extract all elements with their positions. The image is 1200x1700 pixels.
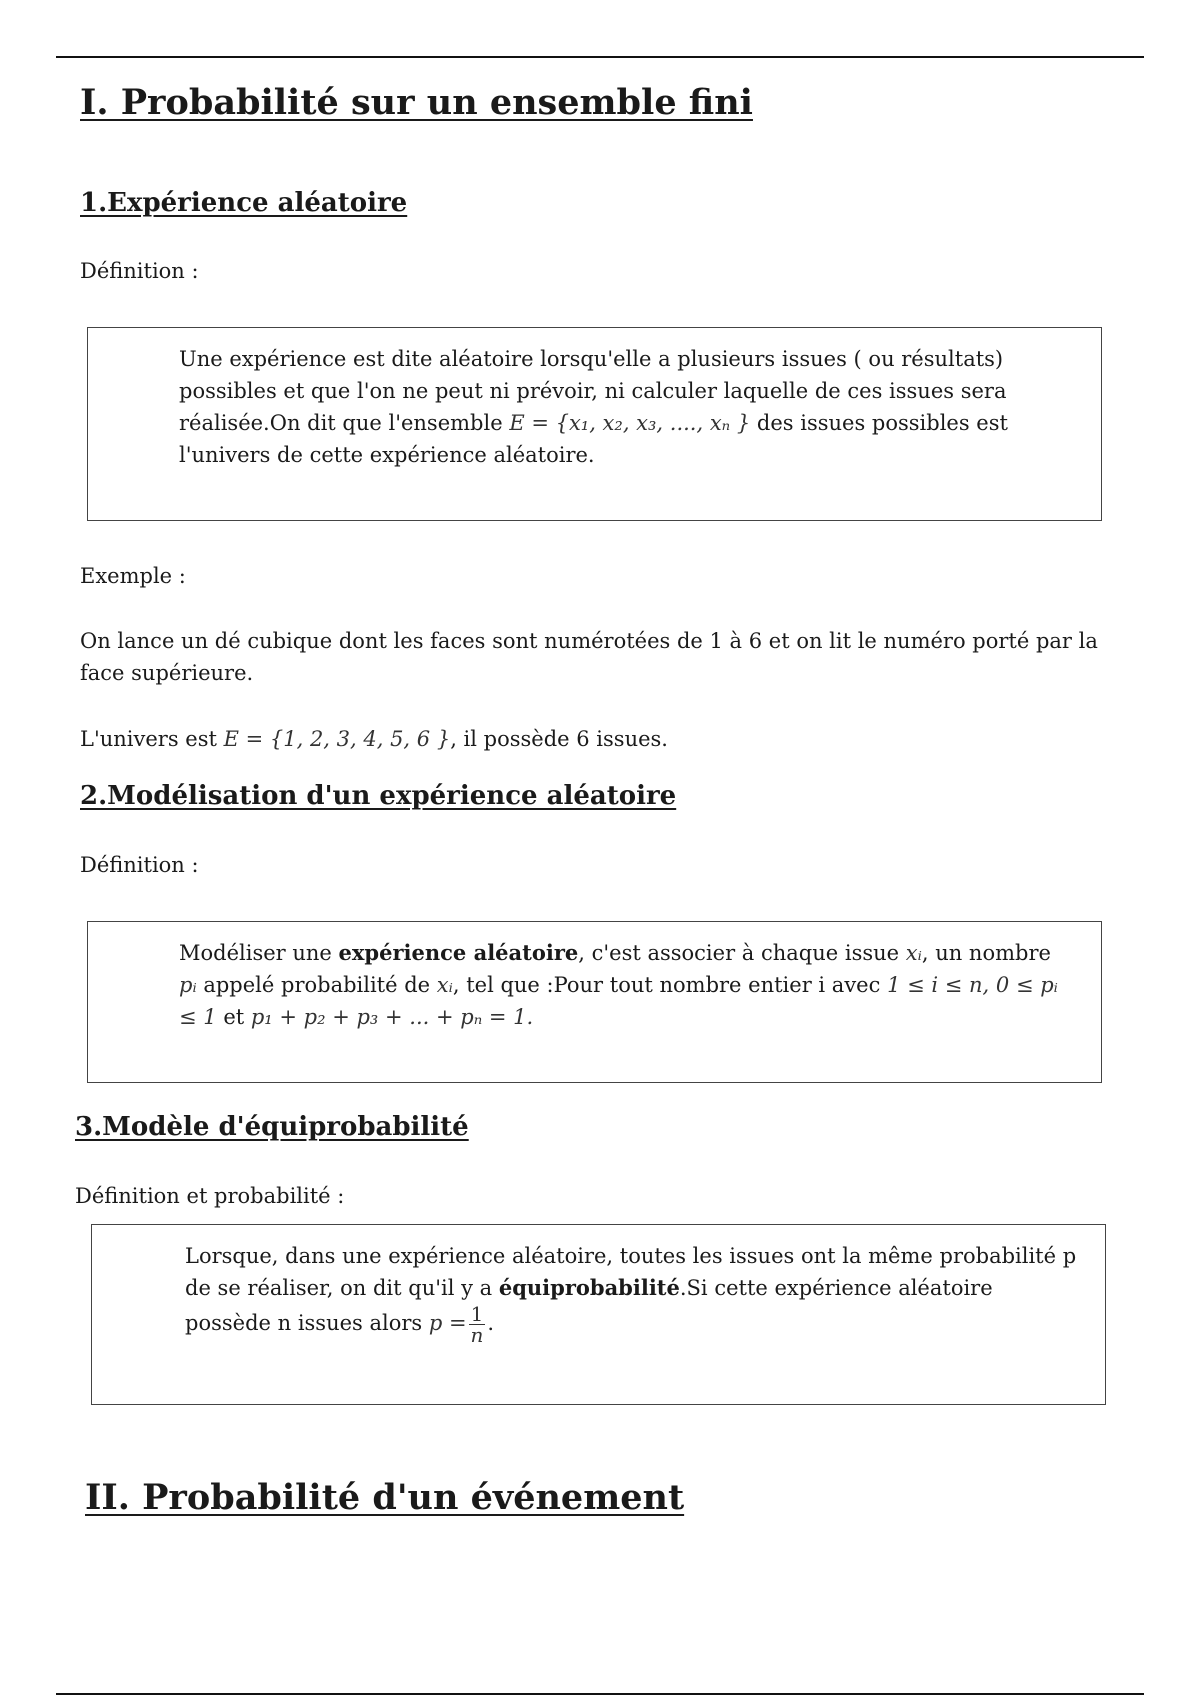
example-label: Exemple : xyxy=(80,564,186,588)
example-text: On lance un dé cubique dont les faces sont numérotées de 1 à 6 et on lit le numéro porté par la face supérieure. xyxy=(80,629,1098,685)
probability-bounds-formula: 1 ≤ i ≤ n, 0 ≤ pᵢ ≤ 1 xyxy=(179,973,1058,1029)
bottom-rule xyxy=(56,1693,1144,1695)
subsection-2-heading: 2.Modélisation d'un expérience aléatoire xyxy=(80,781,677,811)
definition-box-1 xyxy=(87,327,1102,521)
top-rule xyxy=(56,56,1144,58)
subsection-1-heading: 1.Expérience aléatoire xyxy=(80,188,408,218)
definition-text-3: Lorsque, dans une expérience aléatoire, toutes les issues ont la même probabilité p de se réaliser, on dit qu'il y a équiprobabilité.Si cette expérience aléatoire possède n issues alors p = $\frac{1}{n}$ . xyxy=(185,1244,1077,1347)
definition-box-3 xyxy=(91,1224,1106,1405)
probability-sum-formula: p₁ + p₂ + p₃ + ... + pₙ = 1. xyxy=(250,1005,534,1029)
die-universe-formula: E = {1, 2, 3, 4, 5, 6 } xyxy=(223,727,451,751)
definition-label-2: Définition : xyxy=(80,853,199,877)
definition-box-2 xyxy=(87,921,1102,1083)
section-2-title: II. Probabilité d'un événement xyxy=(85,1477,685,1518)
universe-set-formula: E = {x₁, x₂, x₃, ...., xₙ } xyxy=(509,411,751,435)
equiprobability-fraction: $\frac{1}{n}$ xyxy=(470,1302,484,1347)
section-1-title: I. Probabilité sur un ensemble fini xyxy=(80,82,753,123)
definition-text-1: Une expérience est dite aléatoire lorsqu'elle a plusieurs issues ( ou résultats) possibles et que l'on ne peut ni prévoir, ni calculer laquelle de ces issues sera réalisée.On dit que l'ensemble E = {x₁, x₂, x₃, ...., xₙ } des issues possibles est l'univers de cette expérience aléatoire. xyxy=(179,347,1008,467)
definition-text-2: Modéliser une expérience aléatoire, c'est associer à chaque issue xᵢ, un nombre pᵢ appelé probabilité de xᵢ, tel que :Pour tout nombre entier i avec 1 ≤ i ≤ n, 0 ≤ pᵢ ≤ 1 et p₁ + p₂ + p₃ + ... + pₙ = 1. xyxy=(179,940,1058,1029)
subsection-3-heading: 3.Modèle d'équiprobabilité xyxy=(75,1112,469,1142)
definition-label-3: Définition et probabilité : xyxy=(75,1184,345,1208)
universe-sentence: L'univers est E = {1, 2, 3, 4, 5, 6 }, il possède 6 issues. xyxy=(80,727,668,751)
definition-label-1: Définition : xyxy=(80,259,199,283)
